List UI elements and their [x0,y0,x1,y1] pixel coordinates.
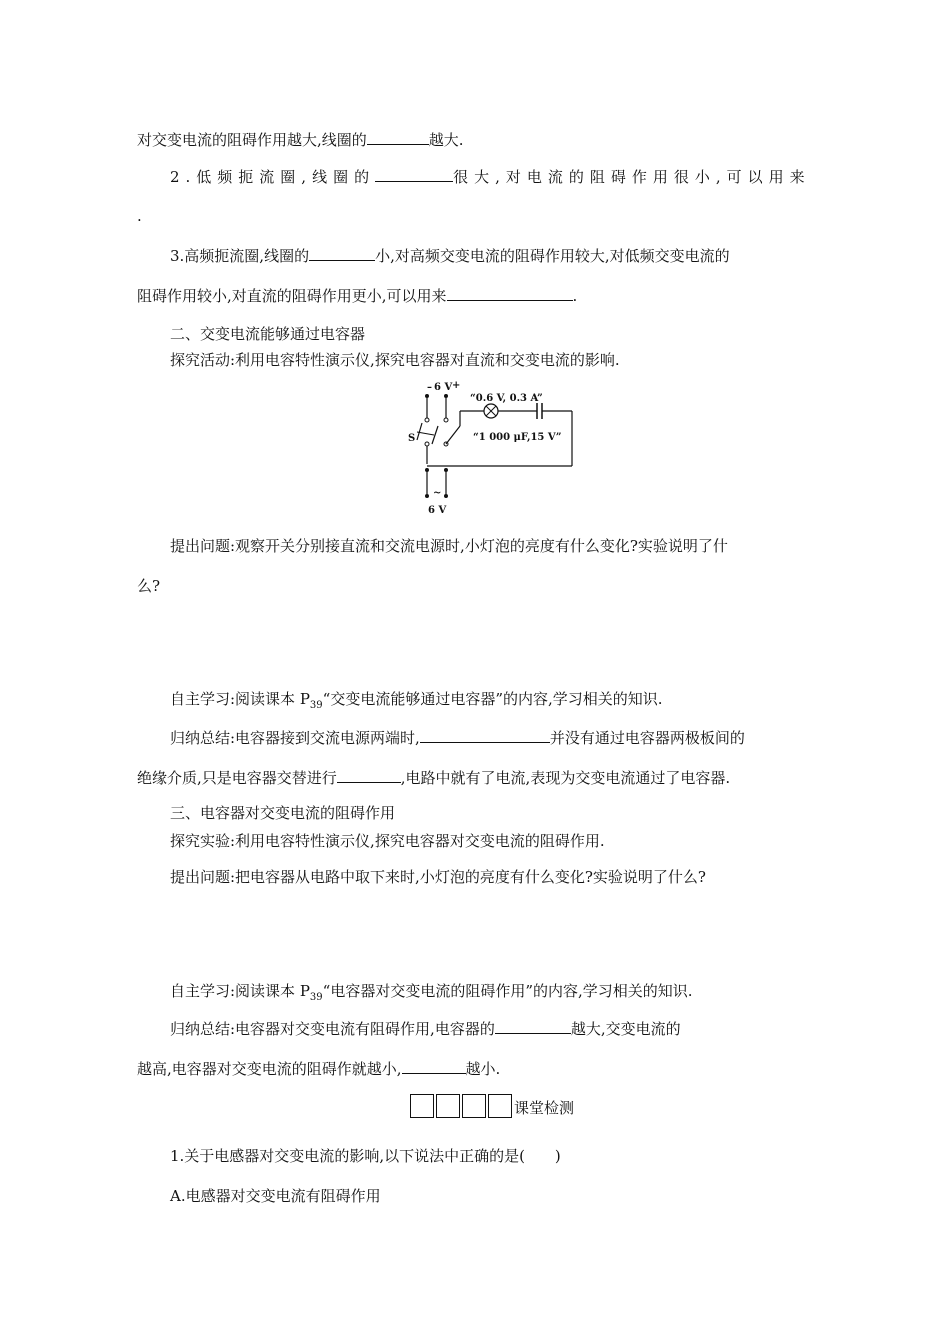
text-segment: “交变电流能够通过电容器”的内容,学习相关的知识. [322,690,663,708]
class-check-label: 课堂检测 [514,1099,575,1117]
fill-blank[interactable] [447,285,573,301]
text-segment: . [137,207,142,225]
ac-voltage-label: 6 V [428,505,447,516]
explore-text: 探究活动:利用电容特性演示仪,探究电容器对直流和交变电流的影响. [170,351,620,369]
text-segment: 越大. [428,131,464,149]
page-subscript: 39 [309,992,323,1003]
text-segment: ,电路中就有了电流,表现为交变电流通过了电容器. [400,769,731,787]
capacitor-circuit-diagram [400,378,580,518]
page-subscript: 39 [309,700,323,711]
summary-text-cont [137,767,730,788]
dc-minus-label: – [427,382,432,393]
fill-blank[interactable] [309,245,375,261]
text-segment: 阻碍作用较小,对直流的阻碍作用更小,可以用来 [137,287,447,305]
text-segment: 小,对高频交变电流的阻碍作用较大,对低频交变电流的 [375,247,730,265]
question-1: 1.关于电感器对交变电流的影响,以下说法中正确的是( ) [170,1147,561,1165]
self-study-text [170,981,693,1008]
header-box [488,1094,512,1118]
summary-text [170,727,745,748]
item-3 [170,245,730,266]
self-study-text [170,689,663,716]
fill-blank[interactable] [337,767,401,783]
dc-voltage-label: 6 V [434,382,453,393]
lamp-label: “0.6 V, 0.3 A” [470,393,543,404]
text-segment: . [572,287,578,305]
text-segment: 归纳总结:电容器接到交流电源两端时, [170,729,420,747]
text-segment: 越大,交变电流的 [570,1020,681,1038]
option-a[interactable]: A.电感器对交变电流有阻碍作用 [170,1187,381,1205]
fill-blank[interactable] [420,727,550,743]
class-check-header [410,1094,574,1118]
question-text: 提出问题:观察开关分别接直流和交流电源时,小灯泡的亮度有什么变化?实验说明了什 [170,537,728,555]
text-line [137,129,464,150]
fill-blank[interactable] [402,1058,466,1074]
dc-plus-label: + [452,380,461,391]
explore-text: 探究实验:利用电容特性演示仪,探究电容器对交变电流的阻碍作用. [170,832,605,850]
section-heading: 三、电容器对交变电流的阻碍作用 [170,804,396,822]
text-segment: 很大,对电流的阻碍作用很小,可以用来 [453,168,811,186]
text-segment: 自主学习:阅读课本 P [170,982,310,1000]
text-segment: 对交变电流的阻碍作用越大,线圈的 [137,131,367,149]
text-segment: 2.低频扼流圈,线圈的 [170,168,376,186]
header-box [410,1094,434,1118]
text-segment: 越高,电容器对交变电流的阻碍作就越小, [137,1060,402,1078]
fill-blank[interactable] [495,1018,571,1034]
capacitor-label: “1 000 μF,15 V” [473,432,562,443]
text-line [137,206,142,226]
text-segment: “电容器对交变电流的阻碍作用”的内容,学习相关的知识. [322,982,693,1000]
lamp-symbol [484,404,498,418]
text-segment: 自主学习:阅读课本 P [170,690,310,708]
text-segment: 并没有通过电容器两极板间的 [549,729,745,747]
fill-blank[interactable] [367,129,429,145]
header-box [462,1094,486,1118]
text-segment: 越小. [465,1060,501,1078]
question-text-cont: 么? [137,577,161,595]
item-2 [170,166,811,187]
summary-text [170,1018,681,1039]
text-segment: 归纳总结:电容器对交变电流有阻碍作用,电容器的 [170,1020,495,1038]
capacitor-symbol [537,403,542,419]
header-box [436,1094,460,1118]
text-segment: 绝缘介质,只是电容器交替进行 [137,769,337,787]
text-segment: 3.高频扼流圈,线圈的 [170,247,310,265]
question-text: 提出问题:把电容器从电路中取下来时,小灯泡的亮度有什么变化?实验说明了什么? [170,868,706,886]
ac-symbol-label: ~ [433,488,442,499]
text-line [137,285,577,306]
summary-text-cont [137,1058,500,1079]
fill-blank[interactable] [375,166,453,182]
switch-label: S [408,433,416,444]
section-heading: 二、交变电流能够通过电容器 [170,325,366,343]
